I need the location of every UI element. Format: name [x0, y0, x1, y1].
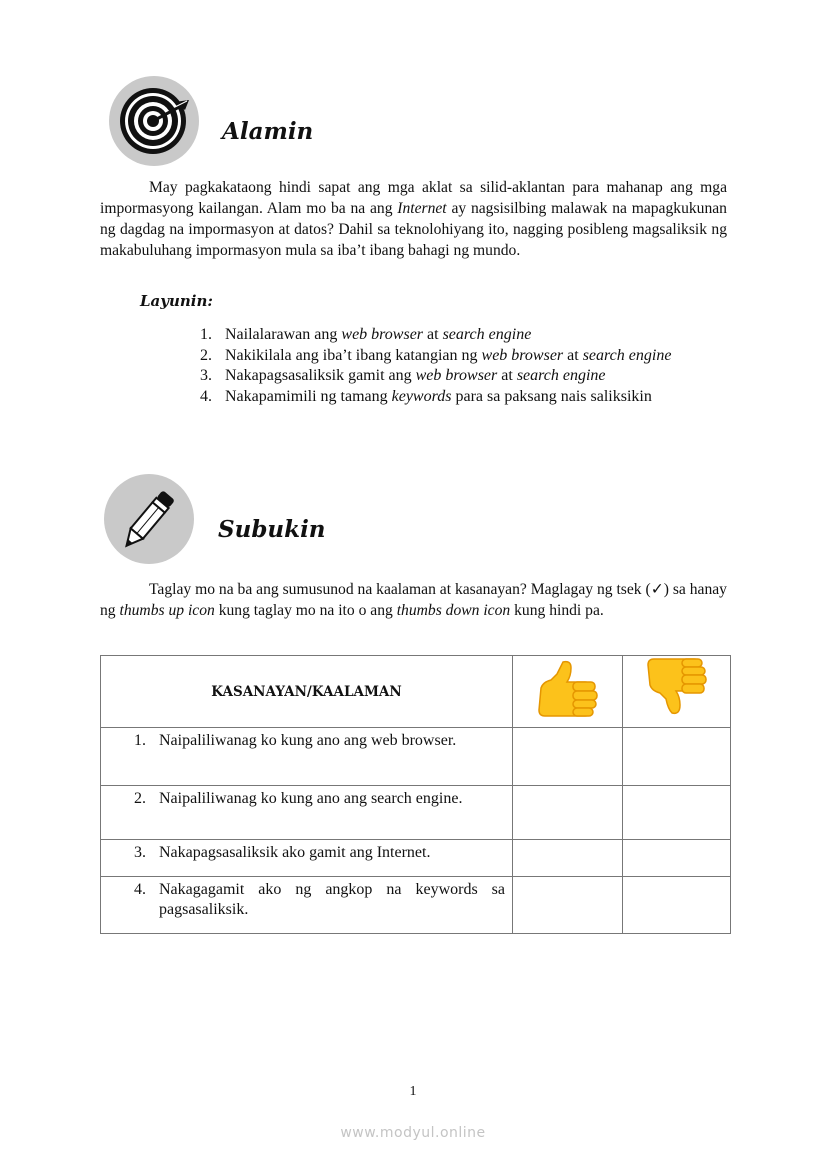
header-thumbs-up	[513, 656, 623, 728]
alamin-paragraph-part-3: ay nagsisilbing malawak na mapagkukunan ng dagdag na impormasyon at datos? Dahil sa teknolohiyang ito, nagging posibleng magsaliksik ng makabuluhang impormasyon mula sa iba’t ibang bahagi ng mundo.	[100, 200, 727, 259]
page-number: 1	[409, 1084, 417, 1099]
thumbs-down-check-cell[interactable]	[623, 728, 731, 786]
header-thumbs-down	[623, 656, 731, 728]
thumbs-up-check-cell[interactable]	[513, 728, 623, 786]
alamin-icon-circle	[109, 76, 199, 166]
alamin-paragraph-internet: Internet	[397, 200, 447, 217]
target-icon	[109, 76, 199, 166]
header-kasanayan: KASANAYAN/KAALAMAN	[101, 656, 513, 728]
objective-item: 2. Nakikilala ang iba’t ibang katangian ng web browser at search engine	[200, 346, 672, 364]
thumbs-up-check-cell[interactable]	[513, 877, 623, 934]
alamin-title: Alamin	[222, 118, 314, 145]
thumbs-down-icon	[644, 655, 710, 717]
objective-item: 3. Nakapagsasaliksik gamit ang web browser at search engine	[200, 367, 606, 384]
skills-checklist-table	[100, 655, 731, 934]
table-row: 1. Naipaliliwanag ko kung ano ang web browser.	[101, 728, 731, 786]
watermark: www.modyul.online	[340, 1125, 486, 1141]
table-row: 3. Nakapagsasaliksik ako gamit ang Internet.	[101, 840, 731, 877]
table-row: 2. Naipaliliwanag ko kung ano ang search engine.	[101, 786, 731, 840]
subukin-intro: Taglay mo na ba ang sumusunod na kaalaman at kasanayan? Maglagay ng tsek (✓) sa hanay ng thumbs up icon kung taglay mo na ito o ang thumbs down icon kung hindi pa.	[100, 580, 727, 619]
table-header-row	[101, 656, 731, 728]
thumbs-down-check-cell[interactable]	[623, 786, 731, 840]
thumbs-up-check-cell[interactable]	[513, 840, 623, 877]
pencil-icon	[104, 474, 194, 564]
thumbs-up-icon	[535, 658, 601, 720]
subukin-title: Subukin	[218, 516, 326, 543]
thumbs-down-check-cell[interactable]	[623, 877, 731, 934]
objective-item: 4. Nakapamimili ng tamang keywords para sa paksang nais saliksikin	[200, 387, 652, 405]
objective-item: 1. Nailalarawan ang web browser at search engine	[200, 326, 532, 343]
alamin-paragraph-part-1: May pagkakataong hindi sapat ang mga aklat sa silid-aklantan para mahanap ang mga impormasyong kailangan. Alam mo ba na ang	[100, 179, 727, 217]
subukin-icon-circle	[104, 474, 194, 564]
thumbs-down-check-cell[interactable]	[623, 840, 731, 877]
alamin-paragraph	[100, 177, 727, 261]
objectives-list	[200, 325, 727, 407]
table-row: 4. Nakagagamit ako ng angkop na keywords sa pagsasaliksik.	[101, 877, 731, 934]
thumbs-up-check-cell[interactable]	[513, 786, 623, 840]
layunin-label: Layunin:	[140, 292, 213, 310]
check-mark-icon: ✓	[650, 580, 664, 598]
